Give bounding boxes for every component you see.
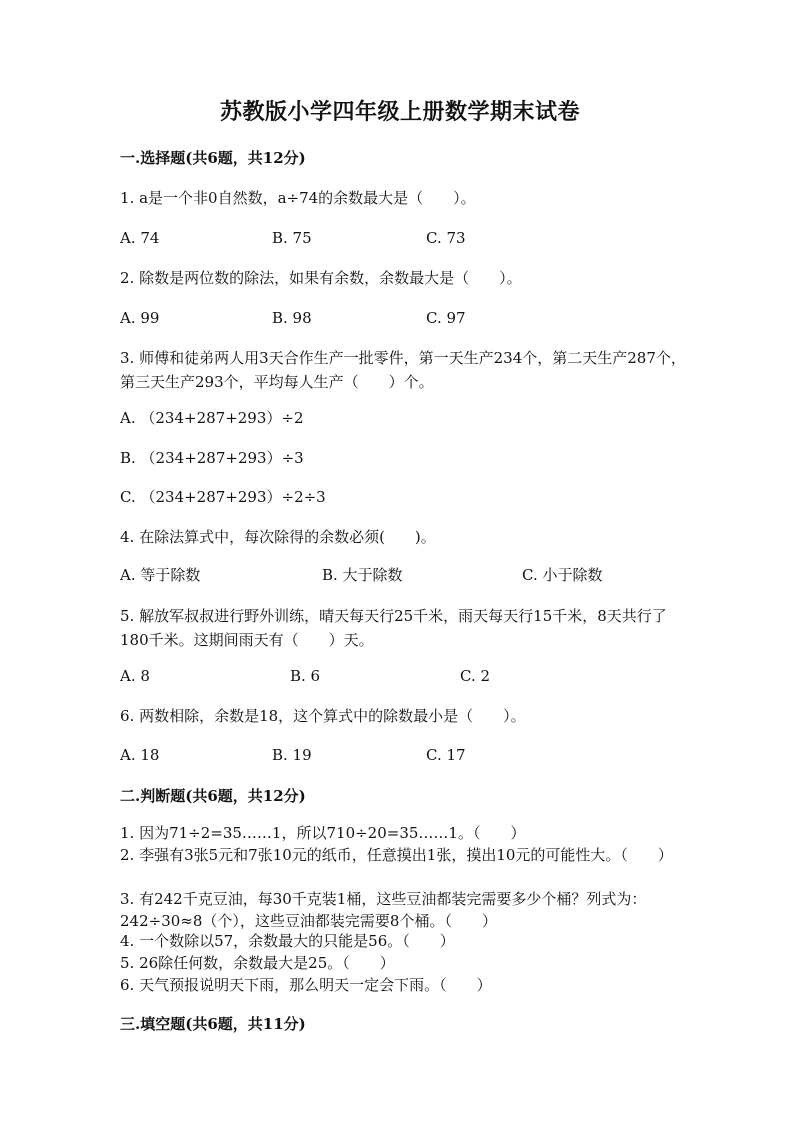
judge-item-2: 2. 李强有3张5元和7张10元的纸币，任意摸出1张，摸出10元的可能性大。（ ） bbox=[120, 846, 673, 864]
choice-option-1b: B. 75 bbox=[272, 229, 312, 247]
choice-question-4: 4. 在除法算式中，每次除得的余数必须( )。 bbox=[120, 528, 436, 546]
judge-item-3: 3. 有242千克豆油，每30千克装1桶，这些豆油都装完需要多少个桶？列式为：242÷30≈8（个），这些豆油都装完需要8个桶。（ ） bbox=[120, 890, 647, 930]
choice-option-4a: A. 等于除数 bbox=[120, 566, 201, 584]
choice-option-2b: B. 98 bbox=[272, 309, 312, 327]
choice-option-6b: B. 19 bbox=[272, 746, 312, 764]
section-heading-judge: 二.判断题(共6题，共12分) bbox=[120, 787, 306, 805]
choice-option-2a: A. 99 bbox=[120, 309, 160, 327]
choice-option-5c: C. 2 bbox=[460, 667, 491, 685]
section-heading-choice: 一.选择题(共6题，共12分) bbox=[120, 149, 306, 167]
choice-option-4b: B. 大于除数 bbox=[322, 566, 403, 584]
choice-question-6: 6. 两数相除，余数是18，这个算式中的除数最小是（ ）。 bbox=[120, 707, 526, 725]
exam-title: 苏教版小学四年级上册数学期末试卷 bbox=[219, 99, 580, 125]
section-heading-fill: 三.填空题(共6题，共11分) bbox=[120, 1015, 306, 1033]
choice-question-3: 3. 师傅和徒弟两人用3天合作生产一批零件，第一天生产234个，第二天生产287个，第三天生产293个，平均每人生产（ ）个。 bbox=[120, 349, 686, 391]
judge-item-5: 5. 26除任何数，余数最大是25。（ ） bbox=[120, 954, 395, 972]
choice-option-2c: C. 97 bbox=[426, 309, 466, 327]
choice-option-3a: A. （234+287+293）÷2 bbox=[120, 409, 304, 427]
choice-option-4c: C. 小于除数 bbox=[522, 566, 603, 584]
judge-item-6: 6. 天气预报说明天下雨，那么明天一定会下雨。（ ） bbox=[120, 976, 492, 994]
choice-option-6a: A. 18 bbox=[120, 746, 160, 764]
choice-question-2: 2. 除数是两位数的除法，如果有余数，余数最大是（ ）。 bbox=[120, 269, 522, 287]
choice-question-5: 5. 解放军叔叔进行野外训练，晴天每天行25千米，雨天每天行15千米，8天共行了180千米。这期间雨天有（ ）天。 bbox=[120, 607, 667, 649]
choice-option-5b: B. 6 bbox=[290, 667, 321, 685]
choice-option-1c: C. 73 bbox=[426, 229, 466, 247]
judge-item-1: 1. 因为71÷2=35……1，所以710÷20=35……1。（ ） bbox=[120, 824, 526, 842]
choice-option-3b: B. （234+287+293）÷3 bbox=[120, 449, 304, 467]
choice-question-1: 1. a是一个非0自然数，a÷74的余数最大是（ ）。 bbox=[120, 189, 476, 207]
choice-option-1a: A. 74 bbox=[120, 229, 160, 247]
choice-option-5a: A. 8 bbox=[120, 667, 150, 685]
choice-option-6c: C. 17 bbox=[426, 746, 466, 764]
judge-item-4: 4. 一个数除以57，余数最大的只能是56。（ ） bbox=[120, 932, 455, 950]
choice-option-3c: C. （234+287+293）÷2÷3 bbox=[120, 488, 326, 506]
